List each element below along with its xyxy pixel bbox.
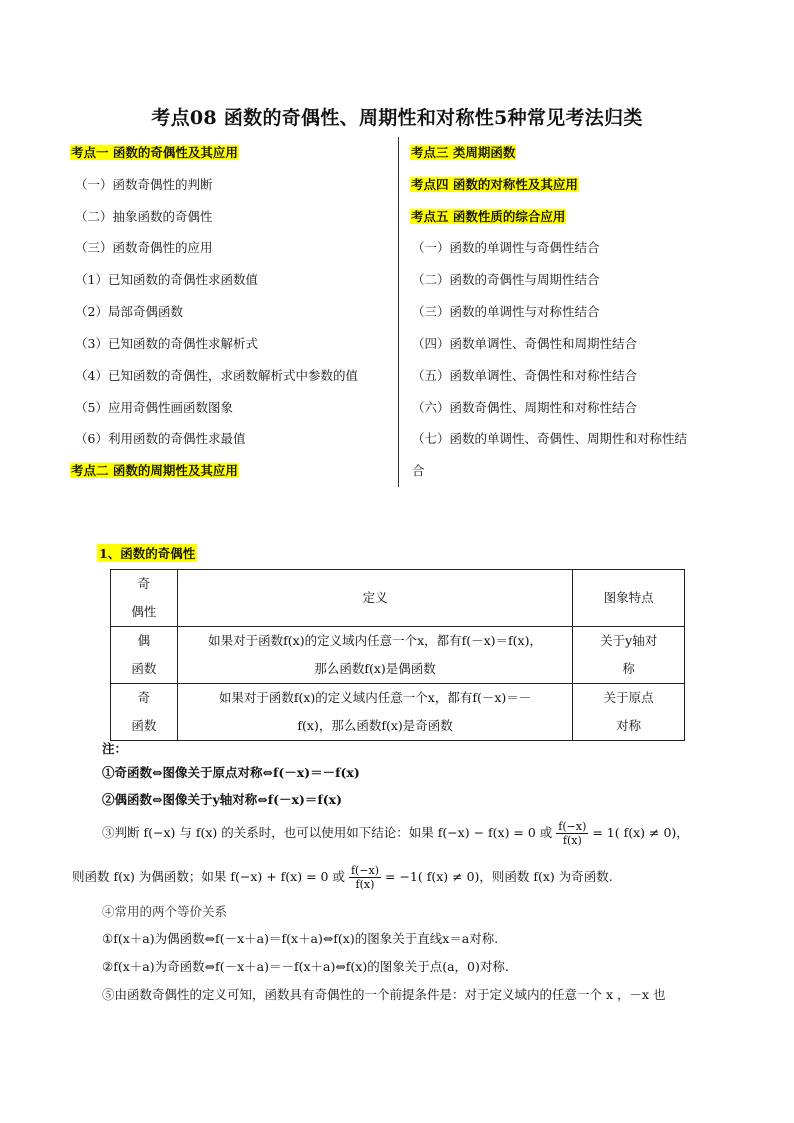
toc-left-item: 考点二 函数的周期性及其应用 <box>71 463 238 478</box>
toc-left-item: （2）局部奇偶函数 <box>75 304 183 319</box>
toc-left-item: （5）应用奇偶性画函数图象 <box>75 400 233 415</box>
table-cell: 偶 函数 <box>111 627 178 684</box>
note-line: ③判断 f(−x) 与 f(x) 的关系时，也可以使用如下结论：如果 f(−x) − f(x) = 0 或 $\frac{f(-x)}{f(x)}$ = 1( f(x) ≠ 0)， <box>102 820 689 847</box>
toc-right-item: （二）函数的奇偶性与周期性结合 <box>412 272 600 287</box>
toc-right-item: （一）函数的单调性与奇偶性结合 <box>412 240 600 255</box>
table-cell: 奇 偶性 <box>111 570 178 627</box>
toc-left-item: （3）已知函数的奇偶性求解析式 <box>75 336 258 351</box>
fraction: $\frac{f(-x)}{f(x)}$ <box>350 864 380 891</box>
toc-left-item: （一）函数奇偶性的判断 <box>75 177 213 192</box>
toc-right-item: 考点三 类周期函数 <box>411 145 516 160</box>
table-cell: 如果对于函数f(x)的定义域内任意一个x，都有f(－x)＝－ f(x)，那么函数f(x)是奇函数 <box>177 684 573 741</box>
table-cell: 奇 函数 <box>111 684 178 741</box>
note-line: ②f(x＋a)为奇函数⇔f(－x＋a)＝－f(x＋a)⇔f(x)的图象关于点(a，0)对称. <box>102 959 509 974</box>
toc-left-item: （三）函数奇偶性的应用 <box>75 240 213 255</box>
page-title: 考点08 函数的奇偶性、周期性和对称性5种常见考法归类 <box>151 107 643 129</box>
toc-right-item: （四）函数单调性、奇偶性和周期性结合 <box>412 336 638 351</box>
toc-left-item: （4）已知函数的奇偶性，求函数解析式中参数的值 <box>75 368 358 383</box>
note-line: ②偶函数⇔图像关于y轴对称⇔f(－x)＝f(x) <box>102 792 343 807</box>
note-line: ④常用的两个等价关系 <box>102 904 228 919</box>
table-cell: 关于原点 对称 <box>573 684 685 741</box>
note-line: 则函数 f(x) 为偶函数；如果 f(−x) + f(x) = 0 或 $\frac{f(-x)}{f(x)}$ = −1( f(x) ≠ 0)，则函数 f(x) 为奇函数. <box>72 864 613 891</box>
toc-right-item: 考点五 函数性质的综合应用 <box>411 209 566 224</box>
note-line: ①f(x＋a)为偶函数⇔f(－x＋a)＝f(x＋a)⇔f(x)的图象关于直线x＝a对称. <box>102 931 499 946</box>
parity-definition-table <box>110 569 685 741</box>
toc-left-item: （6）利用函数的奇偶性求最值 <box>75 431 246 446</box>
section-heading: 1、函数的奇偶性 <box>99 546 196 561</box>
table-cell: 定义 <box>177 570 573 627</box>
toc-right-item: 考点四 函数的对称性及其应用 <box>411 177 578 192</box>
toc-left-item: （1）已知函数的奇偶性求函数值 <box>75 272 258 287</box>
table-header-row <box>111 570 685 627</box>
toc-right-item: （六）函数奇偶性、周期性和对称性结合 <box>412 400 638 415</box>
table-row <box>111 627 685 684</box>
toc-left-item: 考点一 函数的奇偶性及其应用 <box>71 145 238 160</box>
toc-right-item: （五）函数单调性、奇偶性和对称性结合 <box>412 368 638 383</box>
table-cell: 图象特点 <box>573 570 685 627</box>
toc-right-item: 合 <box>412 463 425 478</box>
table-cell: 如果对于函数f(x)的定义域内任意一个x，都有f(－x)＝f(x)， 那么函数f(x)是偶函数 <box>177 627 573 684</box>
fraction: $\frac{f(-x)}{f(x)}$ <box>558 820 587 847</box>
note-label: 注： <box>102 741 128 756</box>
column-divider <box>398 137 399 487</box>
note-line: ⑤由函数奇偶性的定义可知，函数具有奇偶性的一个前提条件是：对于定义域内的任意一个 x ，－x 也 <box>102 987 666 1002</box>
table-row <box>111 684 685 741</box>
toc-right-item: （七）函数的单调性、奇偶性、周期性和对称性结 <box>412 431 688 446</box>
note-line: ①奇函数⇔图像关于原点对称⇔f(－x)＝－f(x) <box>102 765 360 780</box>
table-cell: 关于y轴对 称 <box>573 627 685 684</box>
toc-right-item: （三）函数的单调性与对称性结合 <box>412 304 600 319</box>
toc-left-item: （二）抽象函数的奇偶性 <box>75 209 213 224</box>
